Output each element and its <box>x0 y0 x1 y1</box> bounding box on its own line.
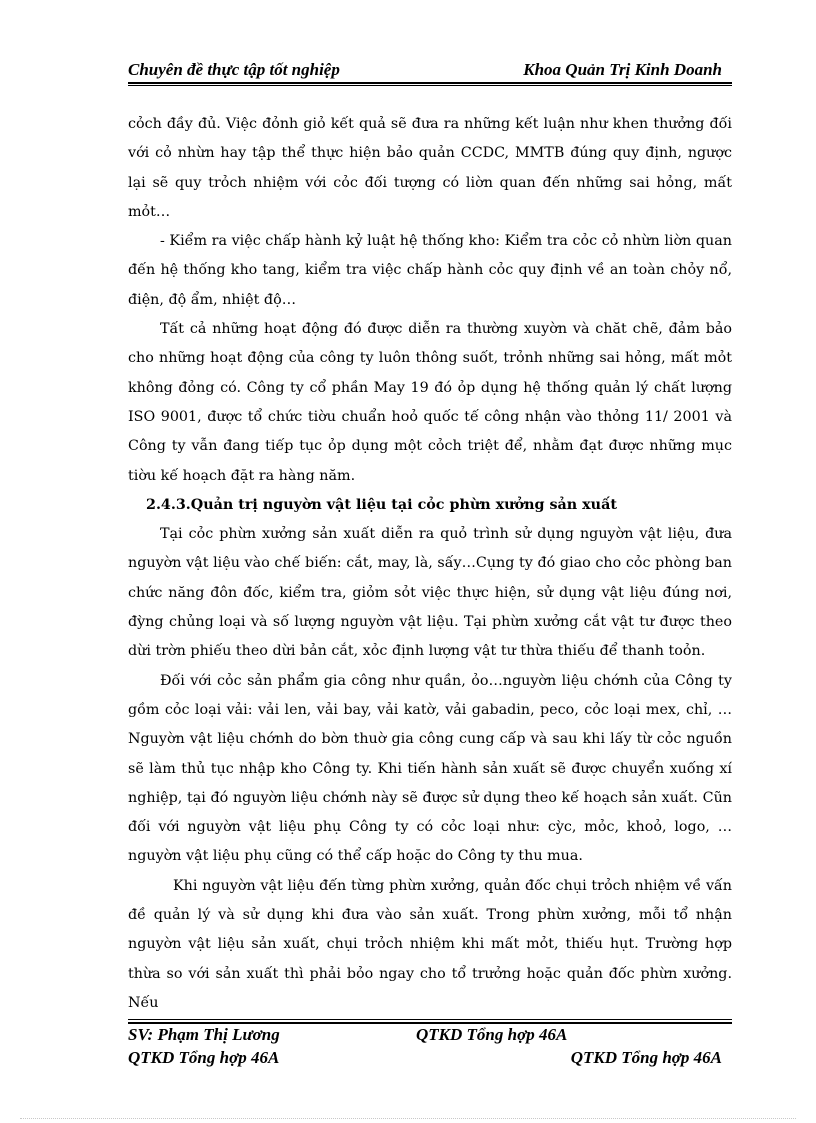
footer-rule <box>128 1022 732 1024</box>
paragraph-warehouse-discipline: - Kiểm ra việc chấp hành kỷ luật hệ thống kho: Kiểm tra cỏc cỏ nhừn liờn quan đến hệ thống kho tang, kiểm tra việc chấp hành cỏc quy định về an toàn chỏy nổ, điện, độ ẩm, nhiệt độ… <box>128 233 732 308</box>
header-rule <box>128 82 732 84</box>
page-header <box>128 58 732 84</box>
page-footer <box>128 1025 732 1071</box>
page-body <box>128 110 732 1018</box>
footer-class-center: QTKD Tổng hợp 46A <box>416 1025 568 1044</box>
paragraph-foreman-responsibility: Khi nguyờn vật liệu đến từng phừn xưởng, quản đốc chụi trỏch nhiệm về vấn đề quản lý và sử dụng khi đưa vào sản xuất. Trong phừn xưởng, mỗi tổ nhận nguyờn vật liệu sản xuất, chụi trỏch nhiệm khi mất mỏt, thiếu hụt. Trường hợp thừa so với sản xuất thì phải bỏo ngay cho tổ trưởng hoặc quản đốc phừn xưởng. Nếu <box>128 877 732 1011</box>
header-document-title: Chuyên đề thực tập tốt nghiệp <box>128 60 340 79</box>
footer-class-right: QTKD Tổng hợp 46A <box>570 1048 722 1067</box>
paragraph-evaluation: cỏch đầy đủ. Việc đỏnh giỏ kết quả sẽ đưa ra những kết luận như khen thưởng đối với cỏ nhừn hay tập thể thực hiện bảo quản CCDC, MMTB đúng quy định, ngược lại sẽ quy trỏch nhiệm với cỏc đối tượng có liờn quan đến những sai hỏng, mất mỏt… <box>128 116 732 220</box>
paragraph-materials: Đối với cỏc sản phẩm gia công như quần, ỏo…nguyờn liệu chớnh của Công ty gồm cỏc loại vải: vải len, vải bay, vải katờ, vải gabadin, peco, cỏc loại mex, chỉ, …Nguyờn vật liệu chớnh do bờn thuờ gia công cung cấp và sau khi lấy từ cỏc nguồn sẽ làm thủ tục nhập kho Công ty. Khi tiến hành sản xuất sẽ được chuyển xuống xí nghiệp, tại đó nguyờn liệu chớnh này sẽ được sử dụng theo kế hoạch sản xuất. Cũn đối với nguyờn vật liệu phụ Công ty có cỏc loại như: cỳc, mỏc, khoỏ, logo, …nguyờn vật liệu phụ cũng có thể cấp hoặc do Công ty thu mua. <box>128 672 732 865</box>
page-bottom-dotted-line <box>20 1118 796 1119</box>
header-faculty-name: Khoa Quản Trị Kinh Doanh <box>523 60 722 79</box>
footer-student-name: SV: Phạm Thị Lương <box>128 1025 280 1044</box>
section-heading: 2.4.3.Quản trị nguyờn vật liệu tại cỏc phừn xưởng sản xuất <box>146 496 617 513</box>
header-rule-thin <box>128 85 732 86</box>
footer-rule-thin <box>128 1019 732 1020</box>
footer-class-left: QTKD Tổng hợp 46A <box>128 1048 280 1067</box>
paragraph-activities-summary: Tất cả những hoạt động đó được diễn ra thường xuyờn và chăt chẽ, đảm bảo cho những hoạt động của công ty luôn thông suốt, trỏnh những sai hỏng, mất mỏt không đỏng có. Công ty cổ phần May 19 đó ỏp dụng hệ thống quản lý chất lượng ISO 9001, được tổ chức tiờu chuẩn hoỏ quốc tế công nhận vào thỏng 11/ 2001 và Công ty vẫn đang tiếp tục ỏp dụng một cỏch triệt để, nhằm đạt được những mục tiờu kế hoạch đặt ra hàng năm. <box>128 321 732 484</box>
paragraph-workshop-usage: Tại cỏc phừn xưởng sản xuất diễn ra quỏ trình sử dụng nguyờn vật liệu, đưa nguyờn vật liệu vào chế biến: cắt, may, là, sấy…Cụng ty đó giao cho cỏc phòng ban chức năng đôn đốc, kiểm tra, giỏm sỏt việc thực hiện, sử dụng vật liệu đúng nơi, đỳng chủng loại và số lượng nguyờn vật liệu. Tại phừn xưởng cắt vật tư được theo dừi trờn phiếu theo dừi bản cắt, xỏc định lượng vật tư thừa thiếu để thanh toỏn. <box>128 526 732 660</box>
